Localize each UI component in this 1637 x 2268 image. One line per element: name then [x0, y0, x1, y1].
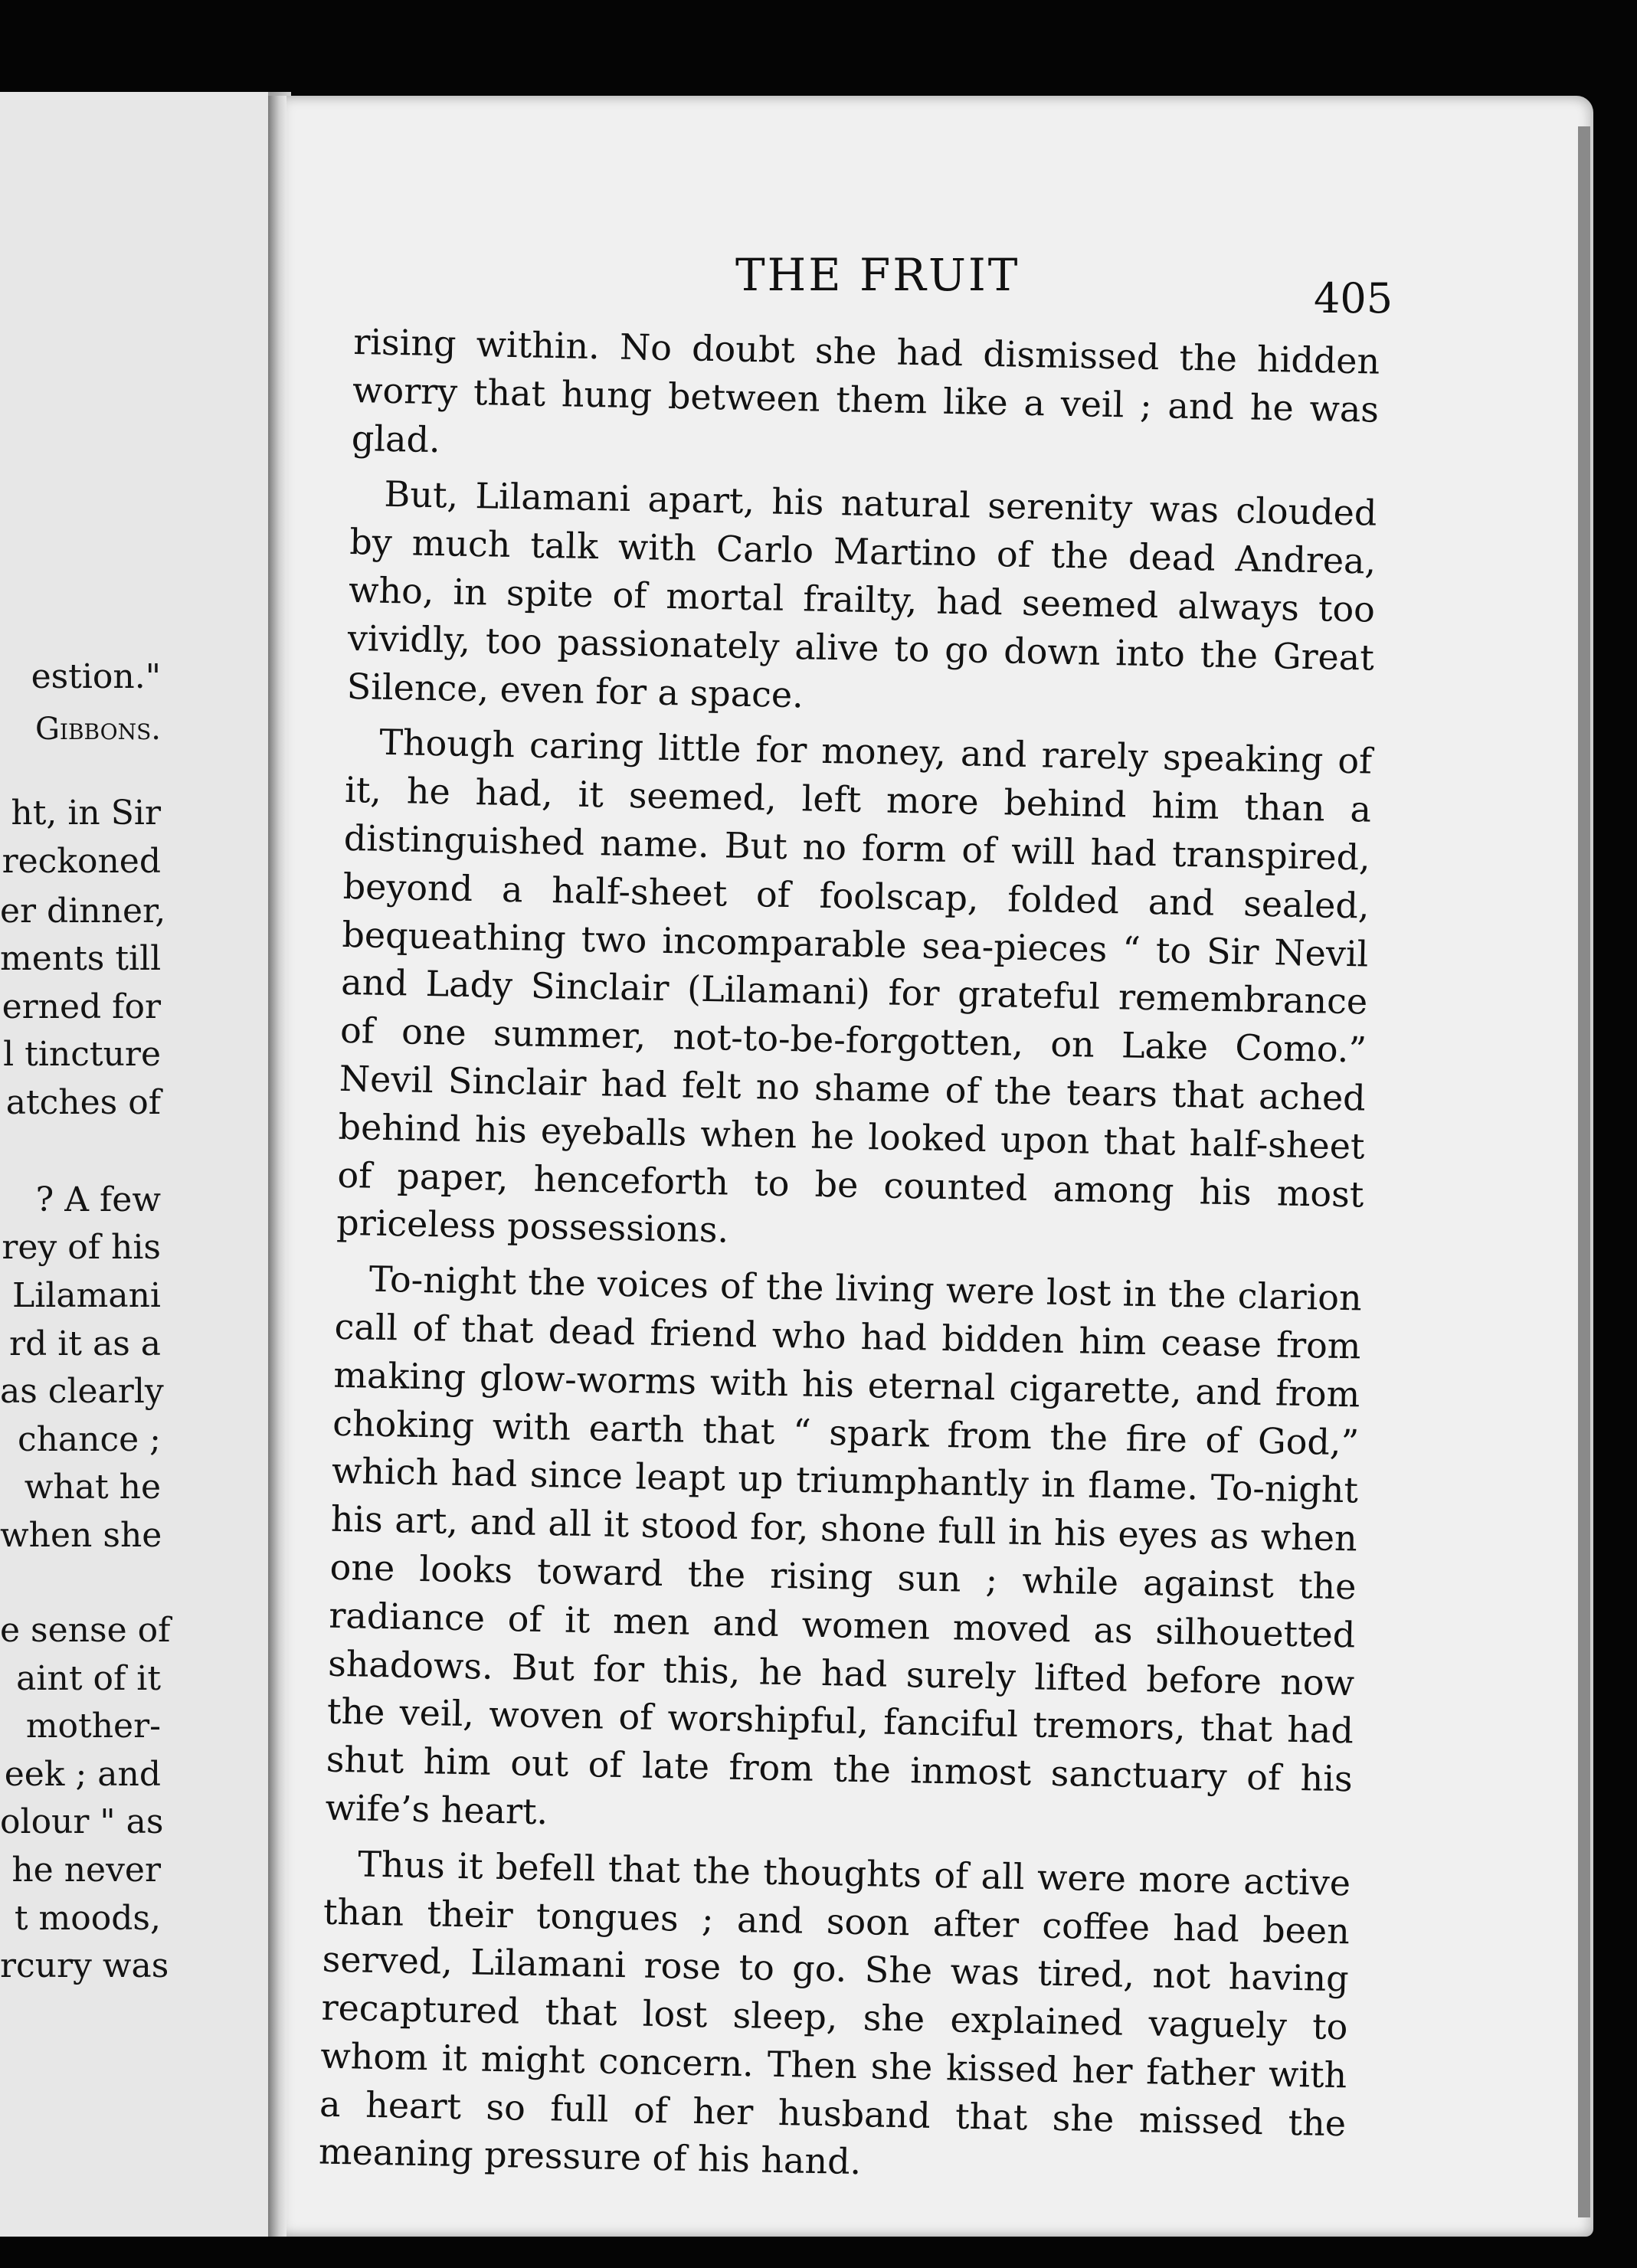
left-page-line: rd it as a [9, 1324, 161, 1363]
paragraph-5: Thus it befell that the thoughts of all were more active than their tongues ; and soon after coffee had been served, Lilamani rose to go. She was tired, not having recaptured that lost sleep, she explained vaguely to whom it might concern. Then she kissed her father with a heart so full of her husband that she missed the meaning pressure of his hand. [318, 1843, 1351, 2183]
left-page-line: reckoned [2, 842, 161, 881]
left-page-line: ? A few [35, 1180, 161, 1219]
book-gutter [268, 96, 286, 2237]
running-head: THE FRUIT [735, 249, 1020, 301]
left-page-line: Gibbons. [34, 712, 161, 747]
body-text [318, 318, 1380, 2204]
left-page-line: what he [24, 1468, 161, 1507]
left-page-line: eek ; and [4, 1755, 161, 1794]
paragraph-3: Though caring little for money, and rarely speaking of it, he had, it seemed, left more behind him than a distinguished name. But no form of will had transpired, beyond a half-sheet of foolscap, folded and sealed, bequeathing two incomparable sea-pieces “ to Sir Nevil and Lady Sinclair (Lilamani) for grateful remembrance of one summer, not-to-be-forgotten, on Lake Como.” Nevil Sinclair had felt no shame of the tears that ached behind his eyeballs when he looked upon that half-sheet of paper, henceforth to be counted among his most priceless possessions. [336, 722, 1373, 1251]
page-edge [1578, 126, 1590, 2217]
left-page-line: atches of [5, 1083, 161, 1122]
left-page-line: olour " as [0, 1802, 164, 1841]
paragraph-4: To-night the voices of the living were lost in the clarion call of that dead friend who had bidden him cease from making glow-worms with his eternal cigarette, and from choking with earth that “ spark from the fire of God,” which had since leapt up triumphantly in flame. To-night his art, and all it stood for, shone full in his eyes as when one looks toward the rising sun ; while against the radiance of it men and women moved as silhouetted shadows. But for this, he had surely lifted before now the veil, woven of worshipful, fanciful tremors, that had shut him out of late from the inmost sanctuary of his wife’s heart. [325, 1258, 1363, 1833]
left-page-line: rcury was [0, 1946, 169, 1985]
left-page-fragment [0, 92, 273, 2237]
paragraph-2: But, Lilamani apart, his natural serenity was clouded by much talk with Carlo Martino of the dead Andrea, who, in spite of mortal frailty, had seemed always too vividly, too passionately alive to go down into the Great Silence, even for a space. [346, 473, 1377, 715]
left-page-line: Lilamani [12, 1276, 161, 1315]
left-page-line: when she [0, 1516, 162, 1555]
left-page-line: aint of it [16, 1659, 161, 1698]
left-page-line: ments till [0, 939, 162, 978]
paragraph-1: rising within. No doubt she had dismissed the hidden worry that hung between them like a veil ; and he was glad. [351, 320, 1380, 460]
left-page-line: as clearly [0, 1372, 164, 1411]
left-page-line: mother- [25, 1707, 161, 1746]
left-page-line: e sense of [0, 1611, 171, 1650]
left-page-line: ht, in Sir [11, 794, 161, 833]
left-page-line: l tincture [3, 1035, 161, 1074]
left-page-line: estion." [31, 657, 161, 696]
left-page-line: he never [11, 1851, 161, 1890]
left-page-line: erned for [2, 987, 161, 1026]
left-page-line: t moods, [14, 1899, 161, 1938]
left-page-line: rey of his [2, 1228, 161, 1267]
left-page-line: chance ; [17, 1420, 161, 1459]
page-number: 405 [1314, 274, 1393, 322]
left-page-line: er dinner, [0, 892, 166, 931]
